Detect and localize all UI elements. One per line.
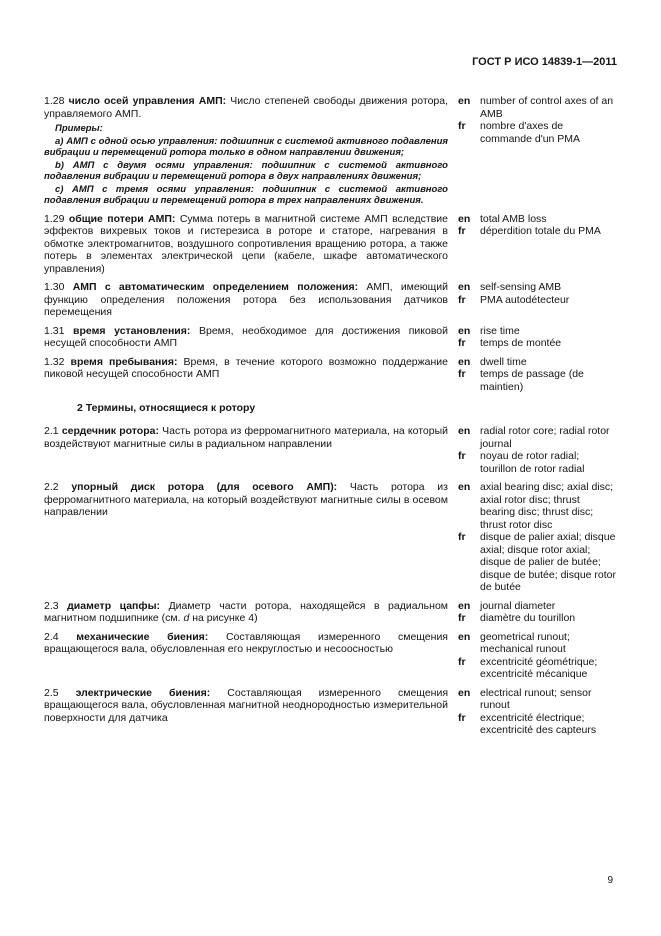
term-number: 1.31 [44, 324, 65, 337]
page-number: 9 [607, 875, 613, 886]
translation-en [458, 325, 617, 338]
term-text [44, 281, 448, 319]
term-left-column [44, 325, 448, 350]
translation-en-text: axial bearing disc; axial disc; axial rotor disc; thrust bearing disc; thrust disc; thrust rotor disc [480, 481, 614, 531]
term-text [44, 425, 448, 450]
lang-label-fr: fr [458, 655, 466, 668]
translation-en-text: radial rotor core; radial rotor journal [480, 425, 610, 450]
term-number: 1.32 [44, 355, 65, 368]
translation-fr [458, 294, 617, 307]
term-number: 2.1 [44, 425, 59, 437]
translation-en [458, 425, 617, 450]
lang-label-en: en [458, 686, 471, 699]
translation-en-text: number of control axes of an AMB [480, 95, 614, 120]
term-text [44, 356, 448, 381]
term-number: 1.29 [44, 212, 65, 225]
translation-column [448, 600, 617, 625]
translation-column [448, 281, 617, 306]
translation-en [458, 95, 617, 120]
section-heading-rotor-terms: 2 Термины, относящиеся к ротору [77, 402, 256, 414]
term-definition: Время, необходимое для достижения пиковой несущей способности АМП [44, 324, 448, 349]
term-definition: Составляющая измеренного смещения вращающегося вала, обусловленная его некруглостью и несоосностью [44, 630, 448, 655]
translation-en [458, 213, 617, 226]
term-entry-1-28 [44, 95, 617, 207]
term-definition: Сумма потерь в магнитной системе АМП вследствие эффектов вихревых токов и гистерезиса в роторе и статоре, нагревания в обмотке электромагнитов, воздушного сопротивления вращению ротора, а также потерь в элементах электрической цепи (кабеле, шкафе автоматического управления) [44, 212, 448, 275]
lang-label-en: en [458, 95, 471, 107]
lang-label-fr: fr [458, 120, 466, 132]
lang-label-fr: fr [458, 612, 466, 624]
lang-label-en: en [458, 630, 471, 643]
translation-en [458, 687, 617, 712]
term-definition-end: на рисунке 4) [192, 612, 258, 624]
lang-label-fr: fr [458, 450, 466, 462]
term-name: время установления: [73, 324, 191, 337]
translation-fr [458, 531, 617, 594]
term-left-column [44, 281, 448, 319]
term-left-column [44, 631, 448, 656]
translation-fr-text: excentricité géométrique; excentricité mécanique [480, 655, 598, 680]
translation-en [458, 356, 617, 369]
translation-fr-text: diamètre du tourillon [480, 612, 576, 624]
translation-en [458, 481, 617, 531]
translation-fr-text: temps de montée [480, 337, 562, 349]
lang-label-en: en [458, 212, 471, 225]
term-number: 2.5 [44, 686, 59, 699]
term-definition: Составляющая измеренного смещения вращающегося вала, обусловленная магнитной неоднородностью измерительной поверхности для датчика [44, 686, 449, 724]
variable-d: d [183, 612, 190, 624]
example-item-b: b) АМП с двумя осями управления: подшипник с системой активного подавления вибрации и перемещений ротора в двух направлениях движения; [44, 159, 448, 182]
term-name: сердечник ротора: [61, 425, 159, 437]
term-text [44, 95, 448, 120]
example-item-c: с) АМП с тремя осями управления: подшипник с системой активного подавления вибрации и перемещений ротора в трех направлениях движения. [44, 183, 448, 206]
translation-fr [458, 120, 617, 145]
term-number: 2.4 [44, 630, 59, 643]
term-left-column [44, 356, 448, 381]
lang-label-fr: fr [458, 531, 466, 543]
term-number: 2.3 [44, 599, 59, 612]
term-left-column [44, 481, 448, 519]
lang-label-en: en [458, 599, 471, 612]
term-number: 1.28 [44, 95, 65, 107]
term-definition: Часть ротора из ферромагнитного материала, на который воздействуют магнитные силы в радиальном направлении [44, 425, 449, 450]
translation-en [458, 631, 617, 656]
lang-label-fr: fr [458, 711, 466, 724]
translation-fr [458, 337, 617, 350]
translation-column [448, 631, 617, 681]
translation-fr [458, 225, 617, 238]
terms-content [44, 95, 617, 737]
translation-en-text: journal diameter [480, 599, 556, 612]
lang-label-en: en [458, 324, 471, 337]
term-entry-2-5 [44, 687, 617, 737]
term-entry-1-31 [44, 325, 617, 350]
translation-fr [458, 368, 617, 393]
translation-column [448, 425, 617, 475]
translation-column [448, 325, 617, 350]
term-entry-1-30 [44, 281, 617, 319]
term-name: АМП с автоматическим определением положения: [72, 281, 359, 293]
translation-fr-text: nombre d'axes de commande d'un PMA [480, 120, 581, 145]
translation-en [458, 281, 617, 294]
term-entry-2-4 [44, 631, 617, 681]
translation-en-text: electrical runout; sensor runout [480, 686, 592, 711]
examples-title: Примеры: [55, 123, 103, 134]
term-definition: АМП, имеющий функцию определения положения ротора без использования датчиков перемещения [44, 281, 448, 318]
term-name: механические биения: [76, 630, 209, 643]
translation-column [448, 687, 617, 737]
translation-en-text: dwell time [480, 355, 527, 368]
translation-column [448, 213, 617, 238]
term-number: 1.30 [44, 281, 65, 293]
document-header: ГОСТ Р ИСО 14839-1—2011 [472, 56, 617, 68]
term-entry-1-32 [44, 356, 617, 394]
lang-label-fr: fr [458, 225, 466, 237]
translation-fr [458, 656, 617, 681]
lang-label-en: en [458, 425, 471, 437]
translation-column [448, 356, 617, 394]
translation-fr-text: temps de passage (de maintien) [480, 368, 584, 393]
lang-label-fr: fr [458, 337, 466, 349]
translation-en [458, 600, 617, 613]
term-text [44, 325, 448, 350]
term-definition: Часть ротора из ферромагнитного материала, на который воздействуют магнитные силы в осевом направлении [44, 481, 448, 518]
translation-column [448, 481, 617, 594]
translation-column [448, 95, 617, 145]
term-name: электрические биения: [75, 686, 211, 699]
translation-en-text: geometrical runout; mechanical runout [480, 630, 570, 655]
term-number: 2.2 [44, 481, 59, 493]
term-text [44, 481, 448, 519]
translation-fr [458, 450, 617, 475]
translation-en-text: rise time [480, 324, 520, 337]
translation-fr-text: disque de palier axial; disque axial; disque rotor axial; disque de palier de butée; disque de butée; disque rotor de butée [480, 531, 617, 593]
translation-fr [458, 712, 617, 737]
translation-fr-text: excentricité électrique; excentricité des capteurs [480, 711, 597, 736]
term-name: общие потери АМП: [68, 212, 176, 225]
term-left-column [44, 425, 448, 450]
term-name: диаметр цапфы: [67, 599, 161, 612]
term-left-column [44, 600, 448, 625]
term-definition: Число степеней свободы движения ротора, управляемого АМП. [44, 95, 449, 120]
translation-en-text: total AMB loss [480, 212, 547, 225]
translation-fr-text: déperdition totale du PMA [480, 225, 601, 237]
term-name: время пребывания: [70, 355, 178, 368]
term-entry-2-2 [44, 481, 617, 594]
lang-label-en: en [458, 481, 471, 493]
term-text [44, 687, 448, 725]
term-name: число осей управления АМП: [68, 95, 227, 107]
examples-block [44, 123, 448, 207]
term-name: упорный диск ротора (для осевого АМП): [71, 481, 338, 493]
translation-fr-text: PMA autodétecteur [480, 293, 570, 306]
term-definition: Время, в течение которого возможно поддержание пиковой несущей способности АМП [44, 355, 448, 380]
lang-label-fr: fr [458, 293, 466, 306]
term-entry-2-3 [44, 600, 617, 625]
lang-label-en: en [458, 281, 471, 293]
lang-label-fr: fr [458, 368, 466, 380]
term-entry-2-1 [44, 425, 617, 475]
translation-fr [458, 612, 617, 625]
term-text [44, 631, 448, 656]
term-text [44, 600, 448, 625]
term-text [44, 213, 448, 276]
translation-fr-text: noyau de rotor radial; tourillon de rotor radial [480, 450, 585, 475]
example-item-a: а) АМП с одной осью управления: подшипник с системой активного подавления вибрации и перемещений ротора только в одном направлении движения; [44, 135, 448, 158]
translation-en-text: self-sensing AMB [480, 281, 562, 293]
term-definition: Диаметр части ротора, находящейся в радиальном магнитном подшипнике (см. [44, 599, 448, 624]
term-left-column [44, 95, 448, 207]
term-left-column [44, 687, 448, 725]
lang-label-en: en [458, 355, 471, 368]
term-left-column [44, 213, 448, 276]
term-entry-1-29 [44, 213, 617, 276]
